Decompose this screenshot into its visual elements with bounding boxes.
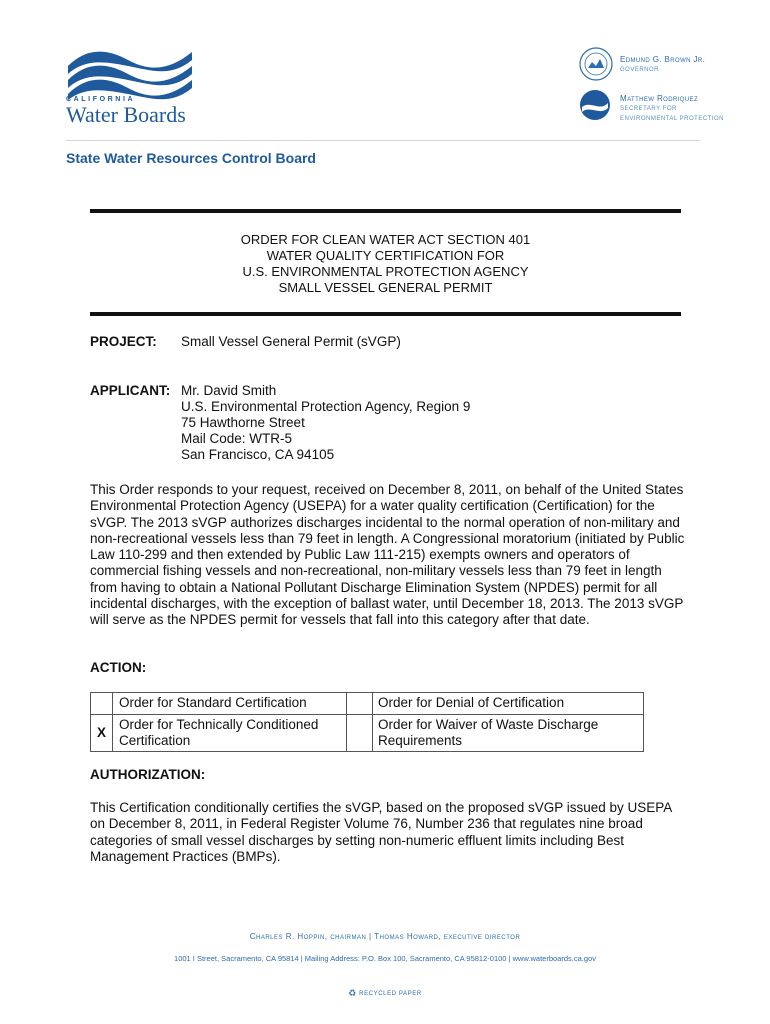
title-bottom-rule	[90, 312, 681, 316]
recycled-label: RECYCLED PAPER	[359, 991, 422, 997]
logo-wordmark: Water Boards	[66, 102, 186, 127]
calepa-logo-icon	[578, 88, 612, 122]
recycle-icon: ♻	[348, 988, 357, 998]
header-divider	[66, 140, 700, 141]
secretary-block	[620, 94, 724, 124]
action-option-denial: Order for Denial of Certification	[378, 695, 565, 710]
authorization-label: AUTHORIZATION:	[90, 767, 206, 782]
applicant-line: 75 Hawthorne Street	[181, 415, 305, 430]
governor-title: GOVERNOR	[620, 67, 660, 73]
title-line: SMALL VESSEL GENERAL PERMIT	[278, 280, 493, 295]
applicant-address	[181, 383, 470, 463]
title-line: ORDER FOR CLEAN WATER ACT SECTION 401	[240, 232, 531, 247]
applicant-line: U.S. Environmental Protection Agency, Region 9	[181, 399, 471, 414]
footer-officers: Charles R. Hoppin, chairman | Thomas Howard, executive director	[249, 932, 521, 941]
action-option-conditioned: Order for Technically Conditioned Certification	[119, 717, 319, 748]
document-title	[90, 232, 681, 296]
applicant-line: Mail Code: WTR-5	[181, 431, 293, 446]
project-label: PROJECT:	[90, 334, 157, 349]
applicant-label: APPLICANT:	[90, 383, 171, 398]
action-label: ACTION:	[90, 660, 147, 675]
secretary-title-2: ENVIRONMENTAL PROTECTION	[620, 116, 725, 122]
board-name: State Water Resources Control Board	[66, 150, 316, 166]
applicant-line: Mr. David Smith	[181, 383, 277, 398]
governor-name: Edmund G. Brown Jr.	[620, 55, 706, 64]
action-table	[90, 692, 644, 752]
action-option-standard: Order for Standard Certification	[119, 695, 307, 710]
secretary-title: SECRETARY FOR	[620, 106, 677, 112]
footer-address: 1001 I Street, Sacramento, CA 95814 | Mailing Address: P.O. Box 100, Sacramento, CA 95812-0100 | www.waterboards.ca.gov	[174, 954, 596, 963]
title-line: U.S. ENVIRONMENTAL PROTECTION AGENCY	[242, 264, 529, 279]
recycled-paper-note	[0, 988, 770, 999]
logo-state-text: CALIFORNIA	[66, 96, 136, 103]
secretary-name: Matthew Rodriquez	[620, 94, 699, 103]
title-line: WATER QUALITY CERTIFICATION FOR	[266, 248, 505, 263]
project-value: Small Vessel General Permit (sVGP)	[181, 334, 401, 349]
request-paragraph: This Order responds to your request, received on December 8, 2011, on behalf of the United States Environmental Protection Agency (USEPA) for a water quality certification (Certification) for the sVGP. The 2013 sVGP authorizes discharges incidental to the normal operation of non-military and non-recreational vessels less than 79 feet in length. A Congressional moratorium (initiated by Public Law 110-299 and then extended by Public Law 111-215) exempts owners and operators of commercial fishing vessels and non-recreational, non-military vessels less than 79 feet in length from having to obtain a National Pollutant Discharge Elimination System (NPDES) permit for all incidental discharges, with the exception of ballast water, until December 18, 2013. The 2013 sVGP will serve as the NPDES permit for vessels that fall into this category after that date.	[90, 482, 685, 628]
california-seal-icon	[578, 46, 614, 82]
applicant-line: San Francisco, CA 94105	[181, 447, 335, 462]
action-option-waiver: Order for Waiver of Waste Discharge Requirements	[378, 717, 599, 748]
authorization-paragraph: This Certification conditionally certifies the sVGP, based on the proposed sVGP issued by USEPA on December 8, 2011, in Federal Register Volume 76, Number 236 that regulates nine broad categories of small vessel discharges by setting non-numeric effluent limits including Best Management Practices (BMPs).	[90, 800, 672, 864]
action-mark-conditioned: X	[96, 725, 106, 740]
title-top-rule	[90, 209, 681, 213]
governor-block	[620, 55, 705, 75]
